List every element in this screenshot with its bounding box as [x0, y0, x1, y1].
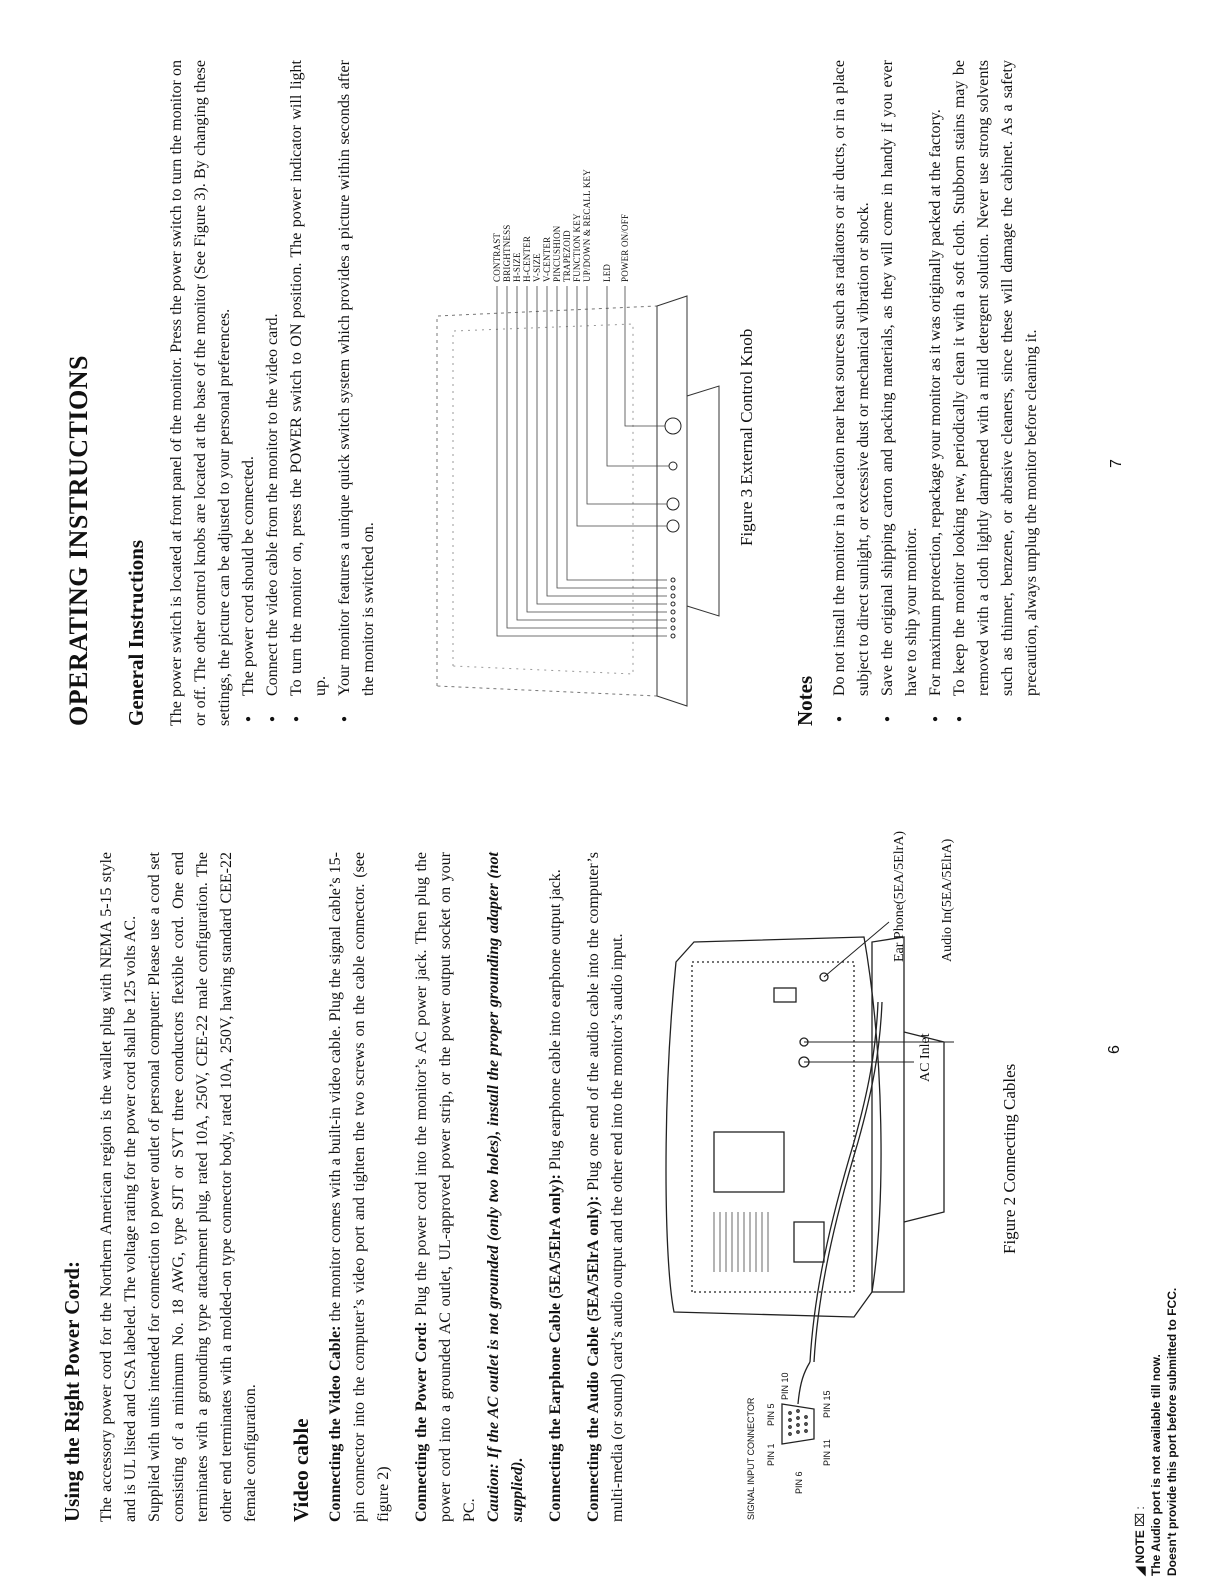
monitor-body-drawing — [666, 922, 954, 1317]
knob-label-v-size: V-SIZE — [532, 253, 542, 282]
notes-bullet-item: ● To keep the monitor looking new, periodically clean it with a soft cloth. Stubborn stains may be removed with a cloth lightly dampened with a mild detergent solution. Never use strong solvents such as thinner, benzene, or abrasive cleaners, since these will damage the cabinet. As a safety precaution, always unplug the monitor before cleaning it. — [948, 60, 1044, 726]
power-cord-connect-text: Plug the power cord into the monitor’s AC power jack. Then plug the power cord into a grounded AC outlet, UL-approved power strip, or the power output socket on your PC. — [413, 852, 478, 1522]
note-title: ◢ NOTE ⌧ : — [1133, 1506, 1147, 1576]
video-cable-text: the monitor comes with a built-in video cable. Plug the signal cable’s 15-pin connector into the computer’s video port and tighten the two screws on the cable connector. (see figure 2) — [327, 851, 392, 1522]
figure-2-connecting-cables — [654, 830, 964, 1522]
ear-phone-label: Ear Phone(5EA/5ElrA) — [892, 830, 907, 962]
general-instructions-heading: General Instructions — [124, 539, 148, 726]
general-bullet-list — [237, 60, 381, 726]
knob-label-pincushion: PINCUSHION — [552, 225, 562, 282]
knob-label-power-on-off: POWER ON/OFF — [620, 213, 630, 282]
general-bullet-item: ● To turn the monitor on, press the POWER switch to ON position. The power indicator will light up. — [285, 60, 333, 726]
general-bullet-item: ● Your monitor features a unique quick switch system which provides a picture within seconds after the monitor is switched on. — [333, 60, 381, 726]
signal-input-connector-label: SIGNAL INPUT CONNECTOR — [746, 1397, 756, 1520]
page-number-6: 6 — [1106, 1045, 1123, 1054]
operating-instructions-title: OPERATING INSTRUCTIONS — [64, 355, 93, 726]
knob-label-v-center: V-CENTER — [542, 236, 552, 282]
general-bullet-item: ● The power cord should be connected. — [237, 60, 261, 726]
pin-5-label: PIN 5 — [766, 1403, 776, 1426]
knob-label-contrast: CONTRAST — [492, 232, 502, 282]
notes-heading: Notes — [793, 675, 817, 726]
general-bullet-item: ● Connect the video cable from the monitor to the video card. — [261, 60, 285, 726]
notes-bullet-item: ● Save the original shipping carton and packing materials, as they will come in handy if you ever have to ship your monitor. — [876, 60, 924, 726]
notes-bullet-item: ● Do not install the monitor in a location near heat sources such as radiators or air ducts, or in a place subject to direct sunlight, or excessive dust or mechanical vibration or shock. — [828, 60, 876, 726]
note-line-2: Doesn't provide this port before submitted to FCC. — [1165, 1287, 1179, 1576]
audio-in-label: Audio In(5EA/5ElrA) — [940, 838, 955, 962]
knob-label-function-key: FUNCTION KEY — [572, 213, 582, 282]
pin-6-label: PIN 6 — [794, 1471, 804, 1494]
knob-label-led: LED — [602, 263, 612, 282]
notes-bullet-item: ● For maximum protection, repackage your monitor as it was originally packed at the factory. — [924, 60, 948, 726]
control-knob-illustration — [397, 66, 727, 726]
notes-bullet-list — [828, 60, 1044, 726]
knob-label-up-down-recall-key: UP/DOWN & RECALL KEY — [582, 169, 592, 282]
caution-text: Caution: If the AC outlet is not grounded (only two holes), install the proper grounding adapter (not supplied). — [485, 852, 526, 1522]
figure-3-caption: Figure 3 External Control Knob — [737, 328, 756, 546]
knob-label-brightness: BRIGHTNESS — [502, 224, 512, 282]
audio-lead: Connecting the Audio Cable (5EA/5ElrA only): — [585, 1195, 602, 1522]
pin-11-label: PIN 11 — [822, 1439, 832, 1466]
pin-1-label: PIN 1 — [766, 1443, 776, 1466]
power-cord-connect-paragraph — [410, 852, 530, 1522]
monitor-rear-illustration — [654, 842, 964, 1522]
power-cord-connect-lead: Connecting the Power Cord: — [413, 1321, 430, 1522]
page-6 — [0, 792, 1224, 1584]
ac-inlet-label: AC Inlet — [918, 1033, 933, 1082]
signal-connector-drawing — [782, 1002, 882, 1444]
general-intro-paragraph: The power switch is located at front panel of the monitor. Press the power switch to turn the monitor on or off. The other control knobs are located at the base of the monitor (See Figure 3). By changing these settings, the picture can be adjusted to your personal preferences. — [168, 60, 233, 726]
knob-label-trapezoid: TRAPEZOID — [562, 230, 572, 282]
power-cord-heading: Using the Right Power Cord: — [60, 1261, 84, 1522]
page-number-7: 7 — [1108, 459, 1125, 468]
video-cable-lead: Connecting the Video Cable: — [327, 1325, 344, 1522]
pin-15-label: PIN 15 — [822, 1390, 832, 1418]
note-line-1: The Audio port is not available till now. — [1149, 1354, 1163, 1576]
figure-3-external-control-knob — [397, 66, 727, 726]
video-cable-paragraph — [324, 852, 396, 1522]
figure-2-caption: Figure 2 Connecting Cables — [1000, 1063, 1019, 1254]
knob-label-h-size: H-SIZE — [512, 252, 522, 282]
knob-label-h-center: H-CENTER — [522, 235, 532, 282]
earphone-lead: Connecting the Earphone Cable (5EA/5ElrA only): — [547, 1173, 564, 1522]
pin-10-label: PIN 10 — [780, 1372, 790, 1400]
audio-paragraph — [582, 852, 630, 1522]
earphone-paragraph — [544, 852, 568, 1522]
audio-text: Plug one end of the audio cable into the computer’s multi-media (or sound) card’s audio output and the other end into the monitor’s audio input. — [585, 851, 626, 1522]
power-cord-paragraph-1: The accessory power cord for the Northern American region is the wallet plug with NEMA 5-15 style and is UL listed and CSA labeled. The voltage rating for the power cord shall be 125 volts AC. — [98, 852, 139, 1522]
power-cord-paragraph-2: Supplied with units intended for connection to power outlet of personal computer: Please use a cord set consisting of a minimum No. 18 AWG, type SJT or SVT three conductors flexible cord. One end terminates with a grounding type attachment plug, rated 10A, 250V, CEE-22 male configuration. The other end terminates with a molded-on type connector body, rated 10A, 250V, having standard CEE-22 female configuration. — [146, 852, 259, 1522]
fcc-note — [1132, 1288, 1180, 1576]
earphone-text: Plug earphone cable into earphone output jack. — [547, 869, 564, 1174]
video-cable-heading: Video cable — [289, 1418, 313, 1522]
